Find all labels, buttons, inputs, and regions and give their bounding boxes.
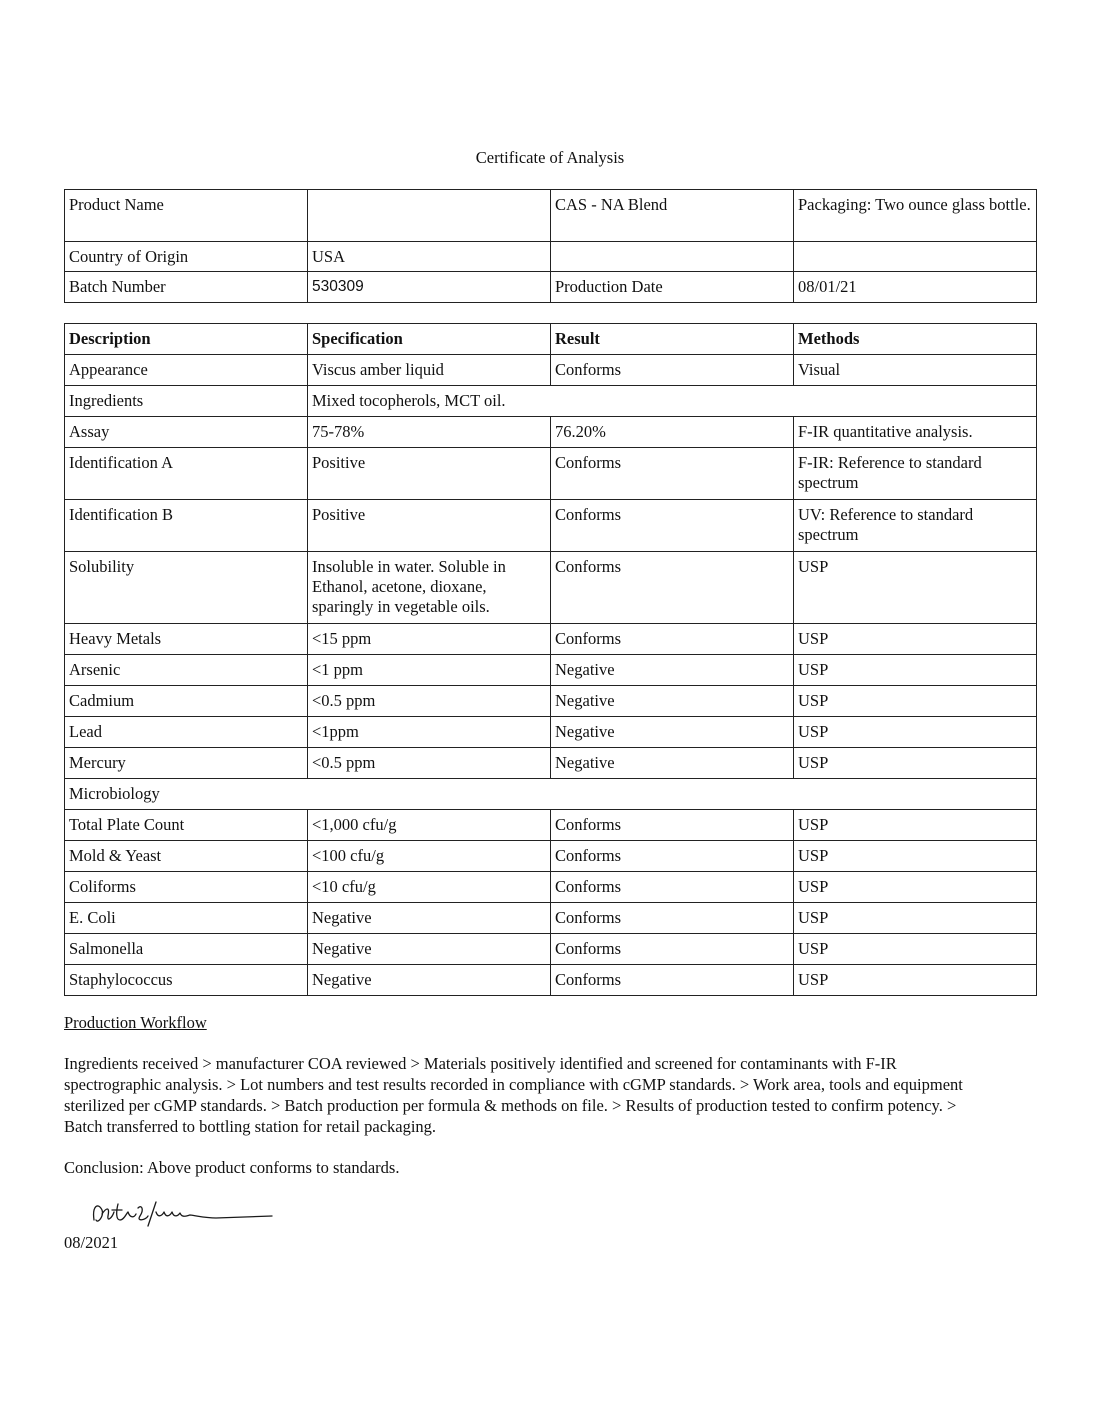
specification-cell: Mixed tocopherols, MCT oil.	[308, 386, 1037, 417]
result-cell: Conforms	[551, 355, 794, 386]
result-cell: Negative	[551, 655, 794, 686]
description-cell: Mold & Yeast	[65, 841, 308, 872]
method-cell: USP	[794, 810, 1037, 841]
specification-cell: Viscus amber liquid	[308, 355, 551, 386]
method-cell: USP	[794, 624, 1037, 655]
table-row	[65, 717, 1037, 748]
specification-cell: Negative	[308, 965, 551, 996]
description-cell: Lead	[65, 717, 308, 748]
method-cell: USP	[794, 552, 1037, 624]
table-row	[65, 779, 1037, 810]
method-cell: USP	[794, 872, 1037, 903]
table-row	[65, 965, 1037, 996]
workflow-heading: Production Workflow	[64, 1013, 207, 1032]
specification-cell: <1,000 cfu/g	[308, 810, 551, 841]
method-cell: USP	[794, 748, 1037, 779]
table-row	[65, 934, 1037, 965]
result-cell: Conforms	[551, 903, 794, 934]
specification-cell: 75-78%	[308, 417, 551, 448]
description-cell: Heavy Metals	[65, 624, 308, 655]
result-cell: Conforms	[551, 872, 794, 903]
result-cell: Negative	[551, 686, 794, 717]
specification-cell: Positive	[308, 448, 551, 500]
method-cell: USP	[794, 686, 1037, 717]
table-row	[65, 748, 1037, 779]
product-info-table	[64, 189, 1037, 303]
specification-cell: Negative	[308, 934, 551, 965]
result-cell: Conforms	[551, 965, 794, 996]
empty-cell	[794, 242, 1037, 272]
result-cell: Conforms	[551, 448, 794, 500]
description-cell: Salmonella	[65, 934, 308, 965]
table-row	[65, 810, 1037, 841]
result-cell: Conforms	[551, 552, 794, 624]
specification-cell: <100 cfu/g	[308, 841, 551, 872]
description-cell: Identification A	[65, 448, 308, 500]
document-title: Certificate of Analysis	[475, 148, 625, 167]
method-cell: USP	[794, 934, 1037, 965]
country-value: USA	[308, 242, 551, 272]
description-cell: Cadmium	[65, 686, 308, 717]
cas-value: CAS - NA Blend	[551, 190, 794, 242]
result-cell: Conforms	[551, 624, 794, 655]
result-cell: Conforms	[551, 841, 794, 872]
result-cell: Conforms	[551, 934, 794, 965]
table-row	[65, 841, 1037, 872]
method-cell: USP	[794, 655, 1037, 686]
method-cell: USP	[794, 841, 1037, 872]
table-row	[65, 686, 1037, 717]
table-row	[65, 500, 1037, 552]
result-cell: Negative	[551, 748, 794, 779]
empty-cell	[551, 242, 794, 272]
batch-label: Batch Number	[65, 272, 308, 303]
table-row	[65, 242, 1037, 272]
production-date-value: 08/01/21	[794, 272, 1037, 303]
method-cell: F-IR quantitative analysis.	[794, 417, 1037, 448]
description-cell: Identification B	[65, 500, 308, 552]
specification-cell: <0.5 ppm	[308, 748, 551, 779]
table-header-row	[65, 324, 1037, 355]
table-row	[65, 903, 1037, 934]
result-cell: Conforms	[551, 810, 794, 841]
specification-cell: <10 cfu/g	[308, 872, 551, 903]
description-cell: Assay	[65, 417, 308, 448]
product-name-value	[308, 190, 551, 242]
description-cell: Coliforms	[65, 872, 308, 903]
description-cell: Ingredients	[65, 386, 308, 417]
result-cell: Conforms	[551, 500, 794, 552]
table-row	[65, 448, 1037, 500]
column-header: Description	[65, 324, 308, 355]
specification-cell: <15 ppm	[308, 624, 551, 655]
section-cell: Microbiology	[65, 779, 1037, 810]
table-row	[65, 417, 1037, 448]
table-row	[65, 386, 1037, 417]
method-cell: USP	[794, 903, 1037, 934]
specification-cell: <1ppm	[308, 717, 551, 748]
specification-cell: Positive	[308, 500, 551, 552]
description-cell: Arsenic	[65, 655, 308, 686]
result-cell: Negative	[551, 717, 794, 748]
specification-cell: <0.5 ppm	[308, 686, 551, 717]
specification-cell: Insoluble in water. Soluble in Ethanol, acetone, dioxane, sparingly in vegetable oils.	[308, 552, 551, 624]
signature-image	[86, 1196, 286, 1232]
method-cell: USP	[794, 965, 1037, 996]
table-row	[65, 190, 1037, 242]
signature-date: 08/2021	[64, 1233, 119, 1252]
description-cell: Staphylococcus	[65, 965, 308, 996]
description-cell: Mercury	[65, 748, 308, 779]
method-cell: UV: Reference to standard spectrum	[794, 500, 1037, 552]
method-cell: Visual	[794, 355, 1037, 386]
workflow-text: Ingredients received > manufacturer COA reviewed > Materials positively identified and screened for contaminants with F-IR spectrographic analysis. > Lot numbers and test results recorded in compliance with cGMP standards. > Work area, tools and equipment sterilized per cGMP standards. > Batch production per formula & methods on file. > Results of production tested to confirm potency. > Batch transferred to bottling station for retail packaging.	[64, 1054, 963, 1136]
table-row	[65, 655, 1037, 686]
packaging-value: Packaging: Two ounce glass bottle.	[794, 190, 1037, 242]
conclusion-text: Conclusion: Above product conforms to standards.	[64, 1158, 400, 1177]
result-cell: 76.20%	[551, 417, 794, 448]
method-cell: USP	[794, 717, 1037, 748]
description-cell: Solubility	[65, 552, 308, 624]
column-header: Specification	[308, 324, 551, 355]
description-cell: Appearance	[65, 355, 308, 386]
country-label: Country of Origin	[65, 242, 308, 272]
test-results-table	[64, 323, 1037, 996]
table-row	[65, 872, 1037, 903]
column-header: Result	[551, 324, 794, 355]
product-name-label: Product Name	[65, 190, 308, 242]
table-row	[65, 272, 1037, 303]
description-cell: E. Coli	[65, 903, 308, 934]
table-row	[65, 355, 1037, 386]
table-row	[65, 624, 1037, 655]
column-header: Methods	[794, 324, 1037, 355]
description-cell: Total Plate Count	[65, 810, 308, 841]
method-cell: F-IR: Reference to standard spectrum	[794, 448, 1037, 500]
table-row	[65, 552, 1037, 624]
production-date-label: Production Date	[551, 272, 794, 303]
specification-cell: Negative	[308, 903, 551, 934]
specification-cell: <1 ppm	[308, 655, 551, 686]
batch-value: 530309	[308, 272, 551, 303]
